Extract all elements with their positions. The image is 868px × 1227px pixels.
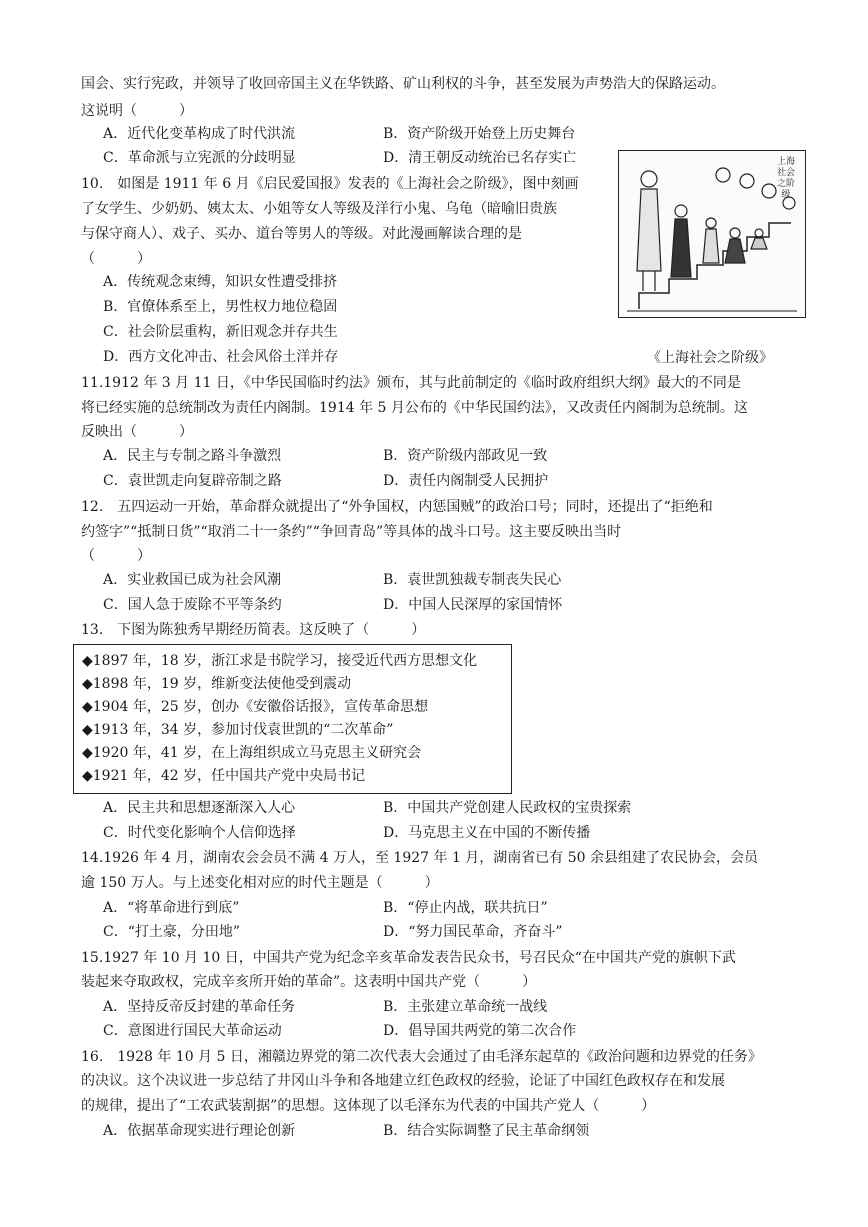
q9-option-d[interactable]: D．清王朝反动统治已名存实亡 bbox=[383, 150, 577, 166]
cartoon-caption: 《上海社会之阶级》 bbox=[647, 350, 773, 366]
q10-line2: 了女学生、少奶奶、姨太太、小姐等女人等级及洋行小鬼、乌龟（暗喻旧贵族 bbox=[81, 201, 557, 217]
q12-option-b[interactable]: B．袁世凯独裁专制丧失民心 bbox=[383, 572, 562, 588]
q11-option-d[interactable]: D．责任内阁制受人民拥护 bbox=[383, 473, 549, 489]
q9-option-b[interactable]: B．资产阶级开始登上历史舞台 bbox=[383, 126, 576, 142]
q14-option-a[interactable]: A．“将革命进行到底” bbox=[103, 900, 240, 916]
q14-option-c[interactable]: C．“打土豪，分田地” bbox=[103, 924, 241, 940]
q9-line2: 这说明（ ） bbox=[81, 103, 193, 119]
q12-line3: （ ） bbox=[81, 548, 151, 564]
timeline-item: ◆1897 年，18 岁，浙江求是书院学习，接受近代西方思想文化 bbox=[82, 653, 478, 669]
q10-line1: 10. 如图是 1911 年 6 月《启民爱国报》发表的《上海社会之阶级》，图中刻画 bbox=[81, 176, 579, 192]
q13-option-a[interactable]: A．民主共和思想逐渐深入人心 bbox=[103, 800, 296, 816]
q10-line3: 与保守商人）、戏子、买办、道台等男人的等级。对此漫画解读合理的是 bbox=[81, 226, 522, 242]
q10-line4: （ ） bbox=[81, 251, 151, 267]
q12-line2: 约签字”“抵制日货”“取消二十一条约”“争回青岛”等具体的战斗口号。这主要反映出当时 bbox=[81, 524, 622, 540]
cartoon-title: 上海社会之阶级 bbox=[776, 157, 795, 200]
q12-option-d[interactable]: D．中国人民深厚的家国情怀 bbox=[383, 597, 563, 613]
q14-option-b[interactable]: B．“停止内战，联共抗日” bbox=[383, 900, 548, 916]
q16-line3: 的规律，提出了“工农武装割据”的思想。这体现了以毛泽东为代表的中国共产党人（ ） bbox=[81, 1098, 656, 1114]
q10-option-a[interactable]: A．传统观念束缚，知识女性遭受排挤 bbox=[103, 274, 338, 290]
q13-option-b[interactable]: B．中国共产党创建人民政权的宝贵探索 bbox=[383, 800, 632, 816]
q15-line1: 15.1927 年 10 月 10 日，中国共产党为纪念辛亥革命发表告民众书，号召民众“在中国共产党的旗帜下武 bbox=[81, 950, 736, 966]
q14-line2: 逾 150 万人。与上述变化相对应的时代主题是（ ） bbox=[81, 875, 439, 891]
q14-line1: 14.1926 年 4 月，湖南农会会员不满 4 万人，至 1927 年 1 月，湖南省已有 50 余县组建了农民协会，会员 bbox=[81, 850, 759, 866]
q15-option-c[interactable]: C．意图进行国民大革命运动 bbox=[103, 1023, 282, 1039]
timeline-item: ◆1921 年，42 岁，任中国共产党中央局书记 bbox=[82, 768, 366, 784]
q11-option-c[interactable]: C．袁世凯走向复辟帝制之路 bbox=[103, 473, 282, 489]
timeline-item: ◆1920 年，41 岁，在上海组织成立马克思主义研究会 bbox=[82, 745, 422, 761]
q10-option-d[interactable]: D．西方文化冲击、社会风俗土洋并存 bbox=[103, 349, 339, 365]
timeline-item: ◆1913 年，34 岁，参加讨伐袁世凯的“二次革命” bbox=[82, 722, 394, 738]
q11-line2: 将已经实施的总统制改为责任内阁制。1914 年 5 月公布的《中华民国约法》，又改责任内阁制为总统制。这 bbox=[81, 400, 748, 416]
q11-option-a[interactable]: A．民主与专制之路斗争激烈 bbox=[103, 448, 282, 464]
timeline-item: ◆1904 年，25 岁，创办《安徽俗话报》，宣传革命思想 bbox=[82, 699, 429, 715]
q13-line1: 13. 下图为陈独秀早期经历简表。这反映了（ ） bbox=[81, 622, 426, 638]
chen-duxiu-timeline-box bbox=[73, 644, 512, 794]
q15-option-b[interactable]: B．主张建立革命统一战线 bbox=[383, 999, 548, 1015]
q15-line2: 装起来夺取政权，完成辛亥所开始的革命”。这表明中国共产党（ ） bbox=[81, 974, 537, 990]
q9-option-c[interactable]: C．革命派与立宪派的分歧明显 bbox=[103, 150, 296, 166]
q14-option-d[interactable]: D．“努力国民革命，齐奋斗” bbox=[383, 924, 563, 940]
timeline-item: ◆1898 年，19 岁，维新变法使他受到震动 bbox=[82, 676, 352, 692]
q16-option-b[interactable]: B．结合实际调整了民主革命纲领 bbox=[383, 1123, 590, 1139]
q13-option-c[interactable]: C．时代变化影响个人信仰选择 bbox=[103, 825, 296, 841]
q9-line1: 国会、实行宪政，并领导了收回帝国主义在华铁路、矿山利权的斗争，甚至发展为声势浩大的保路运动。 bbox=[81, 76, 725, 92]
q12-option-a[interactable]: A．实业救国已成为社会风潮 bbox=[103, 572, 282, 588]
q11-line3: 反映出（ ） bbox=[81, 424, 193, 440]
q16-line2: 的决议。这个决议进一步总结了井冈山斗争和各地建立红色政权的经验，论证了中国红色政权存在和发展 bbox=[81, 1073, 725, 1089]
q15-option-d[interactable]: D．倡导国共两党的第二次合作 bbox=[383, 1023, 577, 1039]
q11-option-b[interactable]: B．资产阶级内部政见一致 bbox=[383, 448, 548, 464]
q10-option-c[interactable]: C．社会阶层重构，新旧观念并存共生 bbox=[103, 324, 338, 340]
q16-option-a[interactable]: A．依据革命现实进行理论创新 bbox=[103, 1123, 296, 1139]
q13-option-d[interactable]: D．马克思主义在中国的不断传播 bbox=[383, 825, 591, 841]
q12-line1: 12. 五四运动一开始，革命群众就提出了“外争国权，内惩国贼”的政治口号；同时，还提出了“拒绝和 bbox=[81, 499, 713, 515]
q10-option-b[interactable]: B．官僚体系至上，男性权力地位稳固 bbox=[103, 299, 338, 315]
q9-option-a[interactable]: A．近代化变革构成了时代洪流 bbox=[103, 126, 296, 142]
q12-option-c[interactable]: C．国人急于废除不平等条约 bbox=[103, 597, 282, 613]
q15-option-a[interactable]: A．坚持反帝反封建的革命任务 bbox=[103, 999, 296, 1015]
q16-line1: 16. 1928 年 10 月 5 日，湘赣边界党的第二次代表大会通过了由毛泽东起草的《政治问题和边界党的任务》 bbox=[81, 1049, 762, 1065]
q11-line1: 11.1912 年 3 月 11 日，《中华民国临时约法》颁布，其与此前制定的《临时政府组织大纲》最大的不同是 bbox=[81, 375, 741, 391]
cartoon-image bbox=[618, 150, 806, 318]
